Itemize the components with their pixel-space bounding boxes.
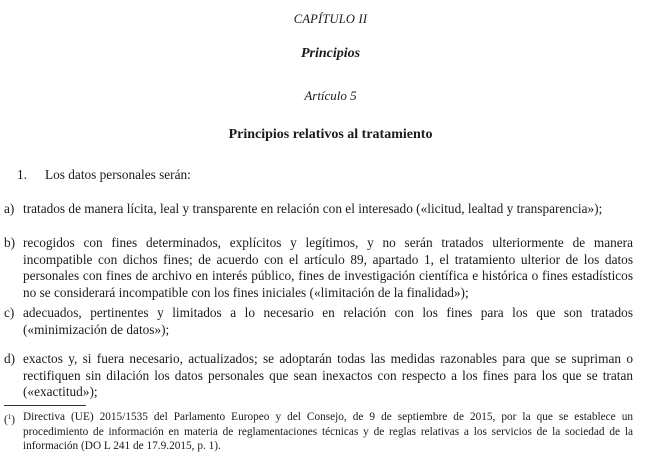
item-text: recogidos con fines determinados, explícitos y legítimos, y no serán tratados ulteriormente de manera incompatible con dichos fines; de acuerdo con el artículo 89, apartado 1, el tratamiento ulterior de los datos personales con fines de archivo en interés público, fines de investigación científica e histórica o fines estadísticos no se considerará incompatible con los fines iniciales («limitación de la finalidad»); [23,235,633,300]
footnote-marker[interactable]: ($^1$) [4,413,16,426]
item-label: a) [4,201,15,216]
item-label: d) [4,351,16,366]
chapter-label: CAPÍTULO II [293,12,368,26]
paragraph-intro: Los datos personales serán: [45,167,191,182]
paragraph-1 [17,167,191,183]
list-item-b [4,235,633,301]
item-text: exactos y, si fuera necesario, actualizados; se adoptarán todas las medidas razonables para que se supriman o rectifiquen sin dilación los datos personales que sean inexactos con respecto a los fines para los que se tratan («exactitud»); [23,351,633,399]
item-label: c) [4,305,15,320]
list-item-d [4,351,633,401]
footnote-separator [4,405,86,406]
footnote [4,410,633,454]
footnote-text: Directiva (UE) 2015/1535 del Parlamento Europeo y del Consejo, de 9 de septiembre de 2015, por la que se establece un procedimiento de información en materia de reglamentaciones técnicas y de reglas relativas a los servicios de la sociedad de la información (DO L 241 de 17.9.2015, p. 1). [23,411,633,452]
list-item-a [4,201,633,218]
item-text: adecuados, pertinentes y limitados a lo necesario en relación con los fines para los que son tratados («minimización de datos»); [23,305,633,337]
list-item-c [4,305,633,338]
paragraph-number: 1. [17,167,27,182]
item-label: b) [4,235,16,250]
article-label: Artículo 5 [304,88,357,103]
item-text: tratados de manera lícita, leal y transparente en relación con el interesado («licitud, lealtad y transparencia»); [23,201,603,216]
article-title: Principios relativos al tratamiento [228,127,433,142]
chapter-title: Principios [300,46,361,61]
